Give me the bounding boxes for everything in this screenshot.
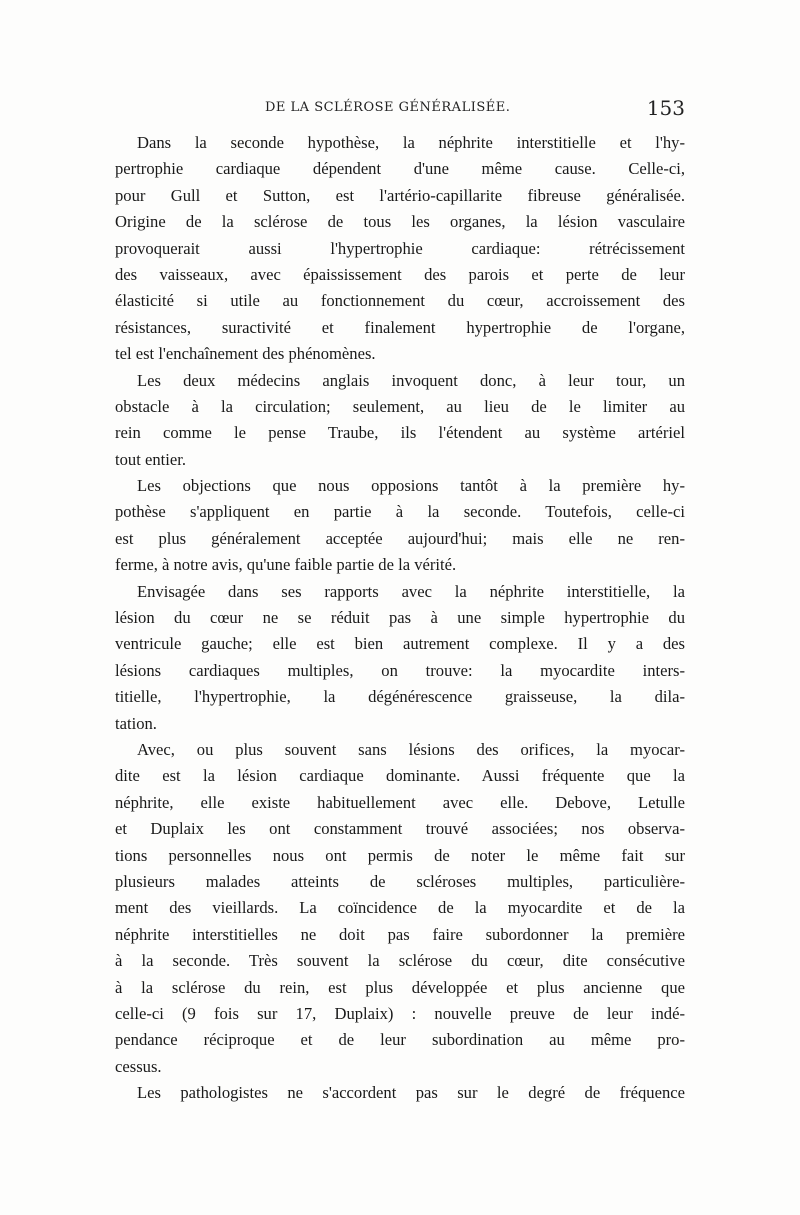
running-title: DE LA SCLÉROSE GÉNÉRALISÉE. xyxy=(265,100,511,115)
page-number: 153 xyxy=(646,96,685,120)
text-line: tel est l'enchaînement des phénomènes. xyxy=(115,344,376,364)
text-line: néphrite interstitielles ne doit pas faire subordonner la première xyxy=(115,924,685,944)
text-line: obstacle à la circulation; seulement, au lieu de le limiter au xyxy=(115,396,685,416)
text-line: cessus. xyxy=(115,1056,162,1076)
text-line: à la seconde. Très souvent la sclérose du cœur, dite consécutive xyxy=(115,951,685,971)
text-line: néphrite, elle existe habituellement avec elle. Debove, Letulle xyxy=(115,792,685,812)
text-line: pendance réciproque et de leur subordination au même pro- xyxy=(115,1030,685,1050)
text-line: provoquerait aussi l'hypertrophie cardiaque: rétrécissement xyxy=(115,238,685,258)
text-line: ferme, à notre avis, qu'une faible partie de la vérité. xyxy=(115,555,457,575)
text-line: lésion du cœur ne se réduit pas à une simple hypertrophie du xyxy=(115,608,685,628)
text-line: Avec, ou plus souvent sans lésions des orifices, la myocar- xyxy=(137,739,685,759)
text-line: pothèse s'appliquent en partie à la seconde. Toutefois, celle-ci xyxy=(115,502,685,522)
text-line: et Duplaix les ont constamment trouvé associées; nos observa- xyxy=(115,819,685,839)
text-line: pertrophie cardiaque dépendent d'une même cause. Celle-ci, xyxy=(115,159,685,179)
text-line: celle-ci (9 fois sur 17, Duplaix) : nouvelle preuve de leur indé- xyxy=(115,1003,685,1023)
text-line: titielle, l'hypertrophie, la dégénérescence graisseuse, la dila- xyxy=(115,687,685,707)
text-line: Origine de la sclérose de tous les organes, la lésion vasculaire xyxy=(115,212,685,232)
text-line: Les pathologistes ne s'accordent pas sur le degré de fréquence xyxy=(137,1083,685,1103)
text-line: élasticité si utile au fonctionnement du cœur, accroissement des xyxy=(115,291,685,311)
text-line: tout entier. xyxy=(115,449,186,469)
text-line: tions personnelles nous ont permis de noter le même fait sur xyxy=(115,845,685,865)
text-line: est plus généralement acceptée aujourd'hui; mais elle ne ren- xyxy=(115,528,685,548)
text-line: Les deux médecins anglais invoquent donc, à leur tour, un xyxy=(137,370,685,390)
text-line: pour Gull et Sutton, est l'artério-capillarite fibreuse généralisée. xyxy=(115,185,685,205)
body-text xyxy=(115,130,685,1106)
text-line: ment des vieillards. La coïncidence de la myocardite et de la xyxy=(115,898,685,918)
text-line: rein comme le pense Traube, ils l'étendent au système artériel xyxy=(115,423,685,443)
text-line: Dans la seconde hypothèse, la néphrite interstitielle et l'hy- xyxy=(137,133,685,152)
running-head xyxy=(115,96,685,126)
text-line: Envisagée dans ses rapports avec la néphrite interstitielle, la xyxy=(137,581,685,601)
text-line: lésions cardiaques multiples, on trouve: la myocardite inters- xyxy=(115,660,685,680)
text-line: plusieurs malades atteints de scléroses multiples, particulière- xyxy=(115,871,685,891)
text-line: tation. xyxy=(115,713,157,733)
text-line: Les objections que nous opposions tantôt à la première hy- xyxy=(137,476,685,496)
text-line: résistances, suractivité et finalement hypertrophie de l'organe, xyxy=(115,317,685,337)
text-line: des vaisseaux, avec épaississement des parois et perte de leur xyxy=(115,264,685,284)
text-line: à la sclérose du rein, est plus développée et plus ancienne que xyxy=(115,977,685,997)
text-line: ventricule gauche; elle est bien autrement complexe. Il y a des xyxy=(115,634,685,654)
text-line: dite est la lésion cardiaque dominante. Aussi fréquente que la xyxy=(115,766,685,786)
